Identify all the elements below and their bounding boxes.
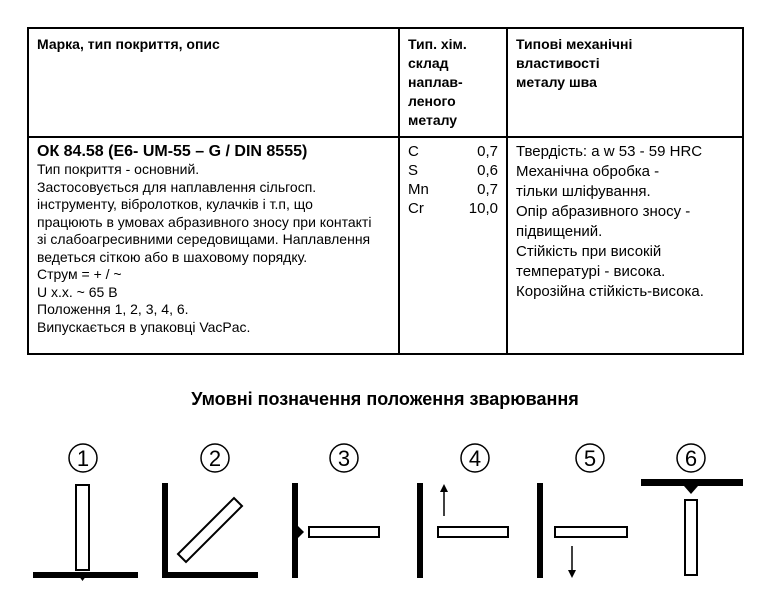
description-line: Випускається в упаковці VacPac.	[37, 318, 251, 335]
header-line: наплав-	[408, 74, 463, 90]
header-line: металу	[408, 112, 458, 128]
property-line: температурі - висока.	[516, 263, 666, 280]
description-line: Струм = + / ~	[37, 266, 122, 282]
position-6-overhead	[641, 444, 743, 575]
description-line: зі слабоагресивними середовищами. Наплавлення	[37, 231, 371, 247]
arrow-up-head-icon	[440, 484, 448, 492]
element-value: 0,7	[477, 143, 498, 160]
position-2-fillet	[162, 444, 258, 578]
electrode-icon	[76, 485, 89, 570]
vertical-plate-icon	[162, 483, 168, 578]
description-line: U х.х. ~ 65 В	[37, 283, 118, 300]
description-line: Тип покриття - основний.	[37, 161, 200, 177]
property-line: Механічна обробка -	[516, 163, 660, 180]
position-5-vertical-down	[537, 444, 627, 578]
weld-notch-icon	[684, 486, 698, 494]
header-line: Типові механічні	[516, 36, 633, 52]
description-line: Застосовується для наплавлення сільгосп.	[37, 178, 317, 195]
composition-row	[408, 142, 498, 161]
electrode-icon	[438, 527, 508, 537]
header-line: склад	[408, 55, 449, 71]
header-line: Тип. хім.	[408, 36, 467, 52]
vertical-plate-icon	[417, 483, 423, 578]
composition-row	[408, 180, 498, 199]
element-value: 10,0	[468, 200, 498, 217]
electrode-icon	[309, 527, 379, 537]
position-number: 6	[684, 446, 698, 471]
position-3-horizontal	[292, 444, 379, 578]
element-symbol: S	[408, 162, 419, 179]
table-header-row	[28, 28, 743, 137]
arrow-down-head-icon	[568, 570, 576, 578]
horizontal-plate-icon	[162, 572, 258, 578]
position-number: 4	[468, 446, 482, 471]
header-line: леного	[408, 93, 456, 109]
header-line: Марка, тип покриття, опис	[37, 36, 220, 52]
header-line: властивості	[516, 55, 600, 71]
header-line: металу шва	[516, 74, 597, 90]
property-line: тільки шліфування.	[516, 183, 651, 200]
position-number: 3	[337, 446, 351, 471]
vertical-plate-icon	[292, 483, 298, 578]
ceiling-plate-icon	[641, 479, 743, 486]
element-symbol: Mn	[408, 181, 429, 198]
composition-cell	[399, 137, 507, 354]
header-chemical-composition	[399, 28, 507, 137]
product-name: ОК 84.58 (Е6- UM-55 – G / DIN 8555)	[37, 143, 308, 160]
composition-row	[408, 199, 498, 218]
electrode-icon	[685, 500, 697, 575]
property-line: Стійкість при високій	[516, 243, 662, 260]
table-row	[28, 137, 743, 354]
position-number: 2	[208, 446, 222, 471]
legend-title: Умовні позначення положення зварювання	[191, 389, 579, 409]
electrode-spec-table	[27, 27, 744, 355]
electrode-icon	[555, 527, 627, 537]
vertical-plate-icon	[537, 483, 543, 578]
element-symbol: C	[408, 143, 419, 160]
position-number: 1	[76, 446, 90, 471]
weld-notch-icon	[298, 526, 304, 538]
brand-description-cell	[28, 137, 399, 354]
header-brand-description	[28, 28, 399, 137]
property-line: підвищений.	[516, 223, 603, 240]
welding-positions-diagram	[0, 430, 770, 600]
position-1-flat	[33, 444, 138, 581]
composition-row	[408, 161, 498, 180]
header-mechanical-properties	[507, 28, 743, 137]
description-line: Положення 1, 2, 3, 4, 6.	[37, 301, 189, 317]
properties-cell	[507, 137, 743, 354]
description-line: працюють в умовах абразивного зносу при контакті	[37, 213, 372, 230]
description-line: інструменту, вібролотков, кулачків і т.п, що	[37, 196, 313, 212]
position-4-vertical-up	[417, 444, 508, 578]
property-line: Твердість: a w 53 - 59 HRC	[516, 143, 703, 160]
element-symbol: Cr	[408, 200, 424, 217]
element-value: 0,7	[477, 181, 498, 198]
description-line: ведеться сіткою або в шаховому порядку.	[37, 248, 308, 265]
property-line: Корозійна стійкість-висока.	[516, 283, 704, 300]
element-value: 0,6	[477, 162, 498, 179]
electrode-icon	[178, 498, 242, 562]
property-line: Опір абразивного зносу -	[516, 203, 691, 220]
position-number: 5	[583, 446, 597, 471]
